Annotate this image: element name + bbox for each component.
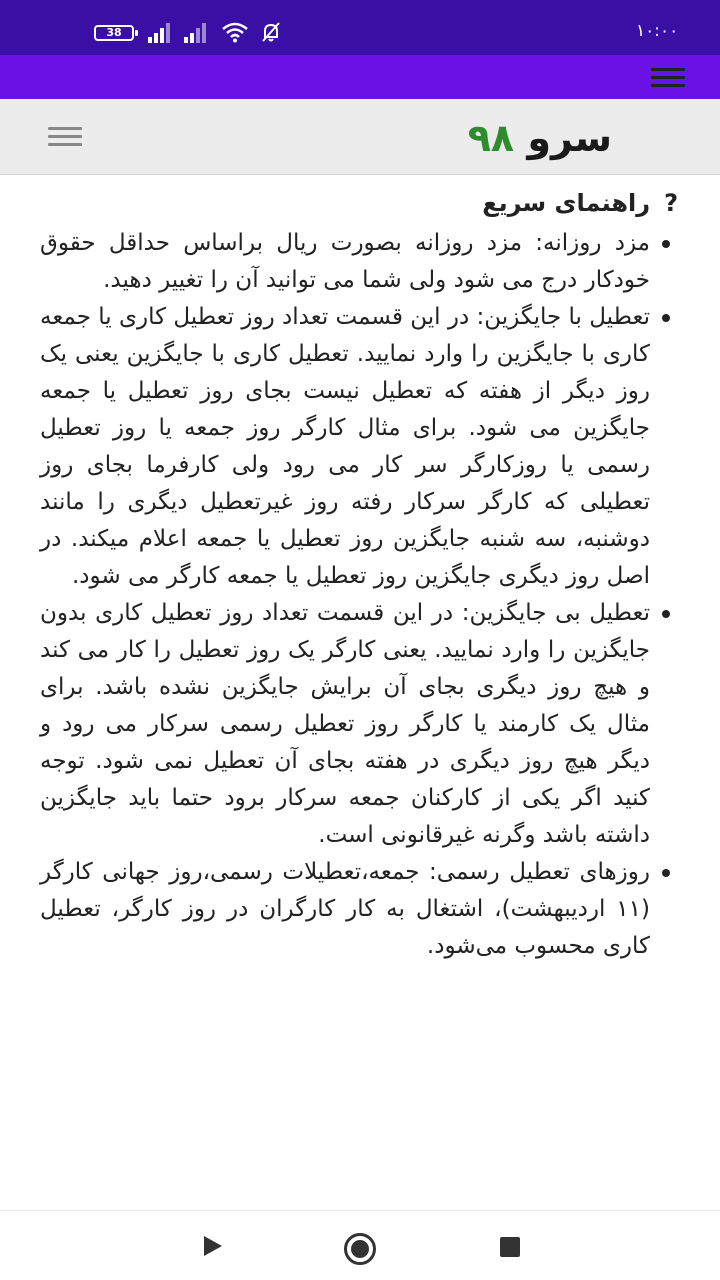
- recents-icon[interactable]: [500, 1237, 520, 1257]
- site-menu-icon[interactable]: [48, 126, 82, 148]
- battery-icon: 38: [94, 25, 134, 41]
- logo-number: ۹۸: [467, 116, 515, 160]
- site-header: [0, 99, 720, 175]
- wifi-icon: [221, 21, 249, 43]
- home-icon[interactable]: [344, 1233, 376, 1265]
- logo-word: سرو: [527, 116, 612, 160]
- signal-icon: [148, 21, 174, 43]
- app-bar: [0, 55, 720, 99]
- status-bar: [0, 0, 720, 55]
- list-item: مزد روزانه: مزد روزانه بصورت ریال براساس حداقل حقوق خودکار درج می شود ولی شما می توانید آن را تغییر دهید.: [40, 225, 682, 299]
- notifications-off-icon: [260, 21, 282, 43]
- help-list: [40, 225, 682, 965]
- clock: ۱۰:۰۰: [636, 21, 679, 41]
- help-content: [0, 175, 720, 1210]
- site-logo[interactable]: [468, 116, 612, 160]
- list-item: تعطیل با جایگزین: در این قسمت تعداد روز تعطیل کاری یا جمعه کاری با جایگزین را وارد نمایید. تعطیل کاری با جایگزین یعنی یک روز دیگر از هفته که تعطیل نیست بجای روز تعطیل یا جمعه جایگزین می شود. برای مثال کارگر روز جمعه یا روز تعطیل رسمی یا روزکارگر سر کار می رود ولی کارفرما بجای روز تعطیلی که کارگر سرکار رفته روز غیرتعطیل دیگری را مانند دوشنبه، سه شنبه جایگزین روز تعطیل یا جمعه اعلام میکند. در اصل روز دیگری جایگزین روز تعطیل یا جمعه کارگر می شود.: [40, 299, 682, 595]
- list-item: تعطیل بی جایگزین: در این قسمت تعداد روز تعطیل کاری بدون جایگزین را وارد نمایید. یعنی کارگر یک روز تعطیل را کار می کند و هیچ روز دیگری بجای آن برایش جایگزین نشده باشد. برای مثال یک کارمند یا کارگر روز تعطیل رسمی سرکار می رود و دیگر هیچ روز دیگری در هفته بجای آن تعطیل نمی شود. توجه کنید اگر یکی از کارکنان جمعه سرکار برود حتما باید جایگزین داشته باشد وگرنه غیرقانونی است.: [40, 595, 682, 854]
- hamburger-menu-icon[interactable]: [651, 67, 685, 89]
- signal-icon: [184, 21, 210, 43]
- system-nav-bar: [0, 1210, 720, 1280]
- question-icon: ?: [664, 189, 678, 217]
- help-title: [40, 189, 678, 217]
- help-title-text: راهنمای سریع: [482, 189, 651, 217]
- back-icon[interactable]: [204, 1236, 222, 1256]
- list-item: روزهای تعطیل رسمی: جمعه،تعطیلات رسمی،روز جهانی کارگر (۱۱ اردیبهشت)، اشتغال به کار کارگران در روز کارگر، تعطیل کاری محسوب می‌شود.: [40, 854, 682, 965]
